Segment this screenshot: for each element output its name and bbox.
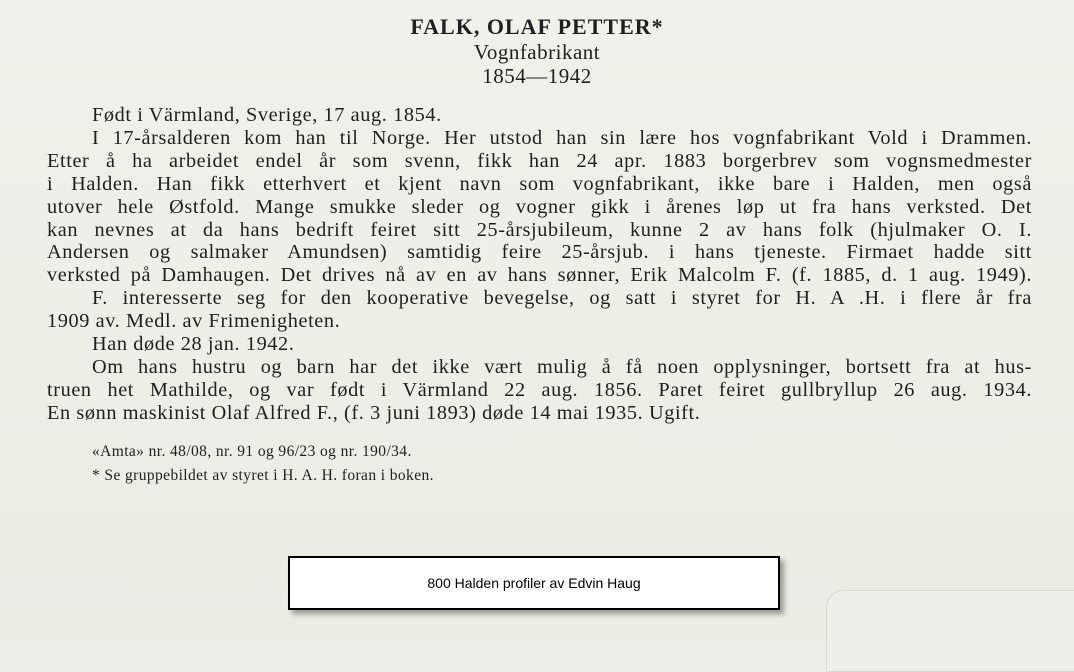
entry-header bbox=[0, 14, 1074, 88]
text-line: En sønn maskinist Olaf Alfred F., (f. 3 juni 1893) døde 14 mai 1935. Ugift. bbox=[47, 401, 701, 424]
person-name: FALK, OLAF PETTER* bbox=[410, 14, 664, 39]
paragraph-career bbox=[47, 127, 1032, 287]
text-line: I 17-årsalderen kom han til Norge. Her utstod han sin lære hos vognfabrikant Vold i Drammen. bbox=[92, 126, 1032, 149]
paragraph-cooperative bbox=[47, 287, 1032, 333]
text-line: Andersen og salmaker Amundsen) samtidig feire 25-årsjub. i hans tjeneste. Firmaet hadde sitt bbox=[47, 241, 1032, 264]
source-note: «Amta» nr. 48/08, nr. 91 og 96/23 og nr. 190/34. bbox=[92, 443, 412, 460]
text-line: Om hans hustru og barn har det ikke vært mulig å få noen opplysninger, bortsett fra at hus- bbox=[92, 355, 1032, 378]
text-line: truen het Mathilde, og var født i Värmland 22 aug. 1856. Paret feiret gullbryllup 26 aug. 1934. bbox=[47, 378, 1032, 401]
text-line: i Halden. Han fikk etterhvert et kjent navn som vognfabrikant, ikke bare i Halden, men også bbox=[47, 172, 1032, 195]
caption-box bbox=[288, 556, 780, 610]
notes bbox=[92, 440, 434, 488]
caption-text: 800 Halden profiler av Edvin Haug bbox=[427, 575, 641, 591]
text-line: kan nevnes at da hans bedrift feiret sitt 25-årsjubileum, kunne 2 av hans folk (hjulmaker O. I. bbox=[47, 218, 1032, 241]
occupation: Vognfabrikant bbox=[473, 40, 601, 64]
text-line: F. interesserte seg for den kooperative bevegelse, og satt i styret for H. A .H. i flere år fra bbox=[92, 287, 1032, 310]
paragraph-family bbox=[47, 356, 1032, 425]
text-line: Etter å ha arbeidet endel år som svenn, fikk han 24 apr. 1883 borgerbrev som vognsmedmester bbox=[47, 149, 1032, 172]
text-line: verksted på Damhaugen. Det drives nå av en av hans sønner, Erik Malcolm F. (f. 1885, d. 1 aug. 1949). bbox=[47, 264, 1032, 287]
text-line: 1909 av. Medl. av Frimenigheten. bbox=[47, 310, 341, 333]
footnote: * Se gruppebildet av styret i H. A. H. foran i boken. bbox=[92, 467, 434, 484]
life-years: 1854—1942 bbox=[482, 64, 592, 88]
paragraph-death: Han døde 28 jan. 1942. bbox=[92, 333, 295, 356]
page-corner bbox=[826, 590, 1074, 672]
biography-text bbox=[47, 104, 1032, 425]
text-line: utover hele Østfold. Mange smukke sleder og vogner gikk i årenes løp ut fra hans verksted. Det bbox=[47, 195, 1032, 218]
paragraph-birth: Født i Värmland, Sverige, 17 aug. 1854. bbox=[92, 104, 442, 126]
